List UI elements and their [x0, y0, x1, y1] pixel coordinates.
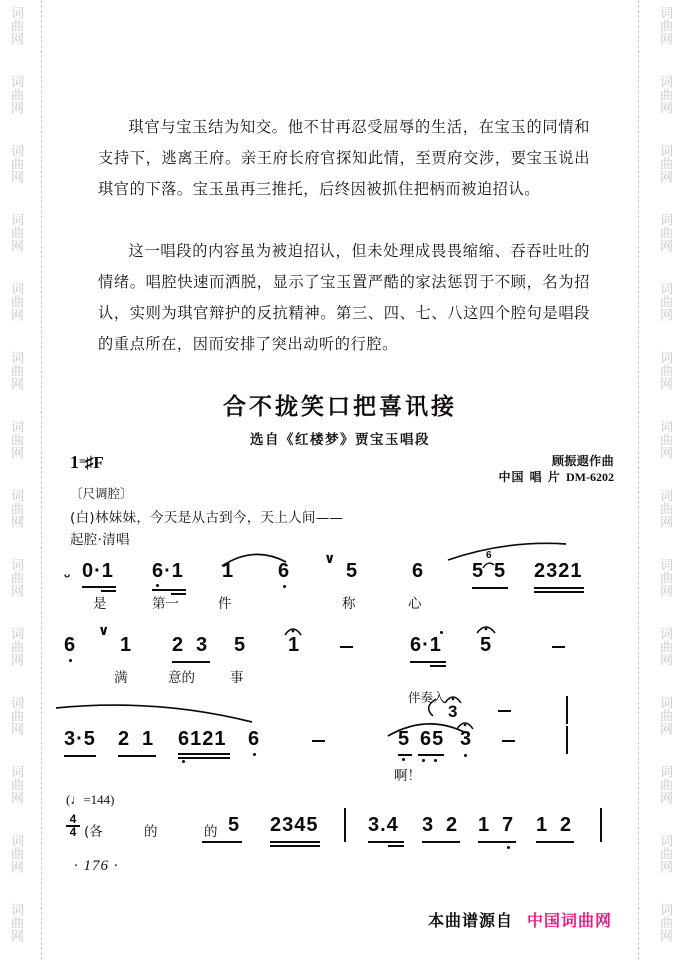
watermark-gutter-left: [0, 0, 62, 960]
credits-block: [498, 453, 614, 485]
stave2-lyric-2: 意的: [168, 670, 195, 686]
stave4-beam-4: [422, 841, 460, 843]
stave2-note-1: 6: [64, 634, 77, 656]
mode-bracket: 〔尺调腔〕: [70, 486, 133, 501]
watermark-text: 词曲网: [657, 834, 672, 873]
stave2-beam-2b: [430, 665, 446, 667]
stave2-note-8: 5: [480, 634, 493, 656]
stave3-note-4: 6121: [178, 728, 227, 750]
stave1-note-9: 2321: [534, 560, 583, 582]
record-number: DM-6202: [566, 470, 614, 484]
page-content: [62, 0, 618, 960]
stave4-barline-2: [600, 808, 602, 842]
stave4-note-7: 7: [502, 814, 515, 836]
record-label: 中国 唱 片: [498, 470, 561, 484]
stave1-note-2: 6·1: [152, 560, 184, 582]
watermark-text: 词曲网: [657, 696, 672, 735]
stave1-note-5: 5: [346, 560, 359, 582]
stave3-beam-4: [398, 754, 412, 756]
stave2-note-4: 3: [196, 634, 209, 656]
source-site: 中国词曲网: [526, 911, 612, 930]
watermark-text: 词曲网: [8, 6, 23, 45]
stave1-beam-2: [152, 589, 186, 591]
stave4-beam-2b: [270, 845, 320, 847]
stave2-hold-dash-2: [552, 646, 565, 648]
stave4-note-5: 2: [446, 814, 459, 836]
spoken-line: (白)林妹妹，今天是从古到今，天上人间——: [70, 510, 344, 526]
watermark-text: 词曲网: [657, 6, 672, 45]
stave3-octave-dot-7a: [422, 759, 425, 762]
watermark-text: 词曲网: [8, 351, 23, 390]
stave4-beam-2: [270, 841, 320, 843]
stave3-barline: [566, 726, 568, 754]
page-number: · 176 ·: [74, 858, 119, 874]
watermark-text: 词曲网: [657, 351, 672, 390]
watermark-text: 词曲网: [657, 420, 672, 459]
stave1-leading-mark: ᵕ: [64, 568, 72, 585]
intro-paragraph-1: [98, 112, 590, 205]
stave2-note-7: 6·1: [410, 634, 442, 656]
stave1-breath-mark: ∨: [324, 550, 336, 566]
stave3-note-5: 6: [248, 728, 261, 750]
tempo-marking: (♩=144): [66, 792, 115, 807]
music-stave-3: [62, 702, 618, 784]
stave1-lyric-3: 件: [218, 596, 232, 612]
stave1-note-8: 5: [494, 560, 507, 582]
source-footer: [428, 908, 612, 931]
song-subtitle: 选自《红楼梦》贾宝玉唱段: [250, 432, 430, 448]
stave4-lyric-3: 的: [204, 824, 218, 840]
source-label: 本曲谱源自: [427, 911, 513, 930]
watermark-stack-left: [8, 6, 23, 942]
composer-credit: 顾振遐作曲: [551, 454, 614, 468]
stave2-annotation: 伴奏入: [408, 690, 446, 705]
stave1-lyric-5: 心: [408, 596, 422, 612]
stave4-beam-5: [478, 841, 516, 843]
stave3-octave-dot-5: [253, 753, 256, 756]
stave3-note-7: 65: [420, 728, 445, 750]
key-prefix: 1: [70, 452, 79, 472]
stave3-note-3: 1: [142, 728, 155, 750]
stave1-octave-dot-2: [156, 584, 159, 587]
stave3-beam-3: [178, 753, 230, 755]
watermark-text: 词曲网: [657, 213, 672, 252]
watermark-stack-right: [657, 6, 672, 942]
stave4-note-6: 1: [478, 814, 491, 836]
music-stave-4: [62, 792, 618, 878]
stave1-beam-4: [534, 587, 584, 589]
watermark-text: 词曲网: [8, 144, 23, 183]
stave2-beam-1: [172, 661, 210, 663]
watermark-text: 词曲网: [657, 903, 672, 942]
key-signature: [70, 452, 104, 473]
stave3-octave-dot-8: [464, 754, 467, 757]
watermark-gutter-right: [618, 0, 680, 960]
stave4-note-3: 3.4: [368, 814, 399, 836]
time-signature-bottom: 4: [66, 825, 80, 838]
stave2-octave-dot-1: [69, 659, 72, 662]
stave1-grace-note: 6: [486, 550, 492, 561]
stave3-beam-1: [64, 755, 96, 757]
stave1-lyric-2: 第一: [152, 596, 179, 612]
stave3-beam-2: [118, 755, 156, 757]
watermark-text: 词曲网: [657, 765, 672, 804]
key-equals: =: [79, 454, 85, 468]
stave4-lyric-1: (各: [84, 824, 103, 840]
stave1-note-7: 5: [472, 560, 485, 582]
stave4-lyric-2: 的: [144, 824, 158, 840]
stave1-slur-2: [448, 540, 568, 562]
watermark-text: 词曲网: [8, 765, 23, 804]
stave3-phrase-slur-left: [56, 702, 256, 724]
stave3-beam-5: [418, 754, 444, 756]
watermark-text: 词曲网: [8, 213, 23, 252]
watermark-text: 词曲网: [8, 627, 23, 666]
stave1-octave-dot-4: [283, 585, 286, 588]
stave3-upper-barline: [566, 696, 568, 724]
gutter-rule-right: [638, 0, 639, 960]
stave2-beam-2: [410, 661, 446, 663]
stave4-note-8: 1: [536, 814, 549, 836]
intro-paragraph-2: [98, 236, 590, 360]
key-value: ♯F: [84, 453, 104, 472]
stave3-note-6: 5: [398, 728, 411, 750]
stave4-note-2: 2345: [270, 814, 319, 836]
song-title: 合不拢笑口把喜讯接: [223, 393, 457, 420]
stave2-hold-dash-1: [340, 646, 353, 648]
watermark-text: 词曲网: [8, 489, 23, 528]
stave2-breath-mark: ∨: [98, 622, 110, 638]
watermark-text: 词曲网: [8, 282, 23, 321]
stave3-beam-3b: [178, 757, 230, 759]
stave4-note-4: 3: [422, 814, 435, 836]
music-stave-1: [62, 550, 618, 634]
stave3-octave-dot-4: [182, 760, 185, 763]
stave4-beam-3: [368, 841, 404, 843]
stave2-note-6: 1: [288, 634, 301, 656]
stave2-octave-dot-7: [440, 631, 443, 634]
stave3-upper-slur: [422, 698, 442, 718]
watermark-text: 词曲网: [657, 75, 672, 114]
watermark-text: 词曲网: [657, 489, 672, 528]
stave3-lyric-1: 啊！: [394, 768, 421, 784]
stave3-octave-dot-6: [402, 758, 405, 761]
stave4-beam-3b: [388, 845, 404, 847]
watermark-text: 词曲网: [8, 903, 23, 942]
stave2-lyric-1: 满: [114, 670, 128, 686]
stave2-note-3: 2: [172, 634, 185, 656]
stave4-octave-dot-7: [507, 846, 510, 849]
stave2-lyric-3: 事: [230, 670, 244, 686]
watermark-text: 词曲网: [8, 696, 23, 735]
stave3-upper-note: 3: [448, 702, 459, 721]
stave3-hold-dash-1: [312, 740, 325, 742]
stave4-note-1: 5: [228, 814, 241, 836]
stave3-octave-dot-7b: [434, 759, 437, 762]
stave3-note-8: 3: [460, 728, 473, 750]
stave4-barline-1: [344, 808, 346, 842]
stave1-note-1: 0·1: [82, 560, 114, 582]
paragraph-2-text: 这一唱段的内容虽为被迫招认，但未处理成畏畏缩缩、吞吞吐吐的情绪。唱腔快速而洒脱，显示了宝玉置严酷的家法惩罚于不顾，名为招认，实则为琪官辩护的反抗精神。第三、四、七、八这四个腔句是唱段的重点所在，因而安排了突出动听的行腔。: [98, 242, 590, 353]
stave4-beam-1: [202, 841, 242, 843]
stave1-lyric-1: 是: [93, 596, 107, 612]
stave4-beam-6: [536, 841, 574, 843]
watermark-text: 词曲网: [657, 558, 672, 597]
stave3-note-1: 3·5: [64, 728, 96, 750]
record-credit: [498, 469, 614, 485]
stave3-note-2: 2: [118, 728, 131, 750]
watermark-text: 词曲网: [8, 420, 23, 459]
stave1-note-4: 6: [278, 560, 291, 582]
cue-line: 起腔·清唱: [70, 532, 130, 548]
watermark-text: 词曲网: [657, 144, 672, 183]
gutter-rule-left: [41, 0, 42, 960]
paragraph-1-text: 琪官与宝玉结为知交。他不甘再忍受屈辱的生活，在宝玉的同情和支持下，逃离王府。亲王府长府官探知此情，至贾府交涉，要宝玉说出琪官的下落。宝玉虽再三推托，后终因被抓住把柄而被迫招认。: [98, 118, 590, 198]
stave3-upper-dash: [498, 710, 511, 712]
watermark-text: 词曲网: [657, 627, 672, 666]
stave2-note-5: 5: [234, 634, 247, 656]
music-stave-2: [62, 622, 618, 708]
stave1-lyric-4: 称: [342, 596, 356, 612]
watermark-text: 词曲网: [657, 282, 672, 321]
watermark-text: 词曲网: [8, 834, 23, 873]
watermark-text: 词曲网: [8, 558, 23, 597]
stave1-note-3: 1: [222, 560, 235, 582]
stave1-note-6: 6: [412, 560, 425, 582]
stave1-beam-1: [82, 586, 116, 588]
stave3-hold-dash-2: [502, 740, 515, 742]
time-signature: [66, 814, 80, 838]
stave1-beam-4b: [534, 591, 584, 593]
watermark-text: 词曲网: [8, 75, 23, 114]
stave4-note-9: 2: [560, 814, 573, 836]
stave2-note-2: 1: [120, 634, 133, 656]
stave1-beam-3: [472, 587, 508, 589]
time-signature-top: 4: [69, 812, 77, 826]
